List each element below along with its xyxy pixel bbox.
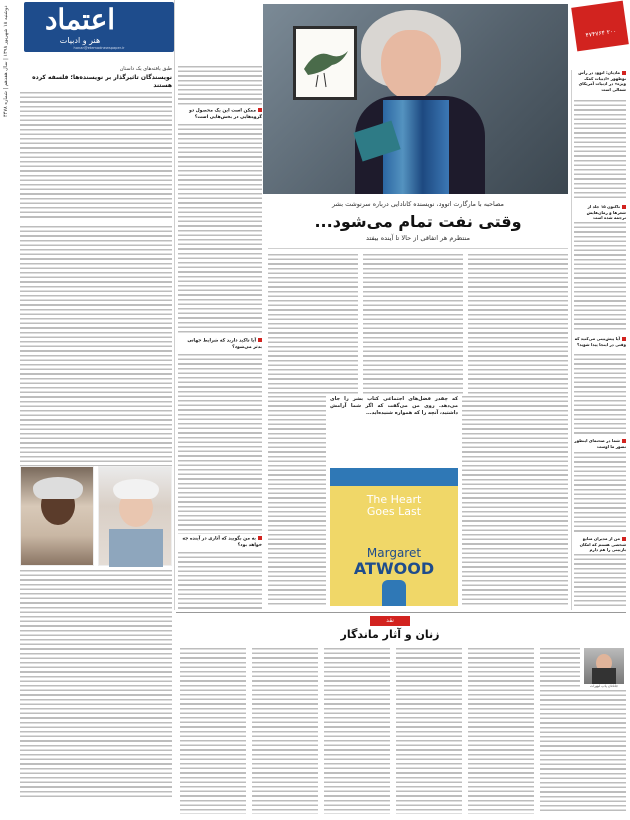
- center-text-5: [462, 396, 568, 606]
- bottom-label-text: نقد: [386, 617, 394, 624]
- left-column: [20, 66, 172, 806]
- masthead-email: honar@etemadnewspaper.ir: [73, 46, 125, 50]
- hero-photo: [263, 4, 568, 194]
- center-quote: که چقدر فضل‌های اجتماعی کتاب بشر را جای می‌دهد. روی من می‌گفت که اگر شما آرامش داشتید، آنچه را که همواره شنیده‌اید...: [330, 396, 458, 416]
- bottom-text-6: [540, 690, 626, 814]
- right-column: [574, 70, 626, 610]
- book-title-line-2: Goes Last: [366, 505, 422, 518]
- book-author: [330, 546, 458, 578]
- bottom-text-5: [468, 648, 534, 814]
- mid-text-4: [178, 552, 262, 610]
- bottom-title: زنان و آثار ماندگار: [340, 628, 440, 641]
- right-text-5: [574, 554, 626, 608]
- framed-picture: [293, 26, 357, 100]
- mid-question-3: به من بگویید که آثاری در آینده چه خواهد بود؟: [182, 536, 262, 548]
- divider: [268, 248, 568, 249]
- book-author-last: ATWOOD: [353, 559, 435, 578]
- masthead-dateline: دوشنبه ۱۸ شهریور ۱۳۹۸ | سال هفدهم | شماره ۴۴۷۸: [3, 6, 9, 118]
- book-title-line-1: The Heart: [366, 493, 422, 506]
- mid-text-2: [178, 124, 262, 334]
- bottom-label: [370, 616, 410, 626]
- divider: [174, 0, 175, 610]
- bottom-text-7: [540, 648, 580, 688]
- book-title: [330, 494, 458, 518]
- mid-text-3: [178, 354, 262, 534]
- critic-caption: جاناتان پاپ لیهرات: [589, 684, 619, 688]
- right-question-1: مادیان: اتوود در رأس نوظهور «ادبیات کمک ویژه» در ادبیات آمریکای شمالی است: [578, 70, 626, 92]
- right-question-3: آیا پیش‌بینی می‌کنید که وقتی در اینجا پیدا شوید؟: [574, 336, 626, 347]
- red-stamp: [571, 1, 629, 52]
- center-text-4: [268, 396, 326, 606]
- masthead-section: هنر و ادبیات: [59, 36, 101, 45]
- right-top-text: [574, 54, 624, 64]
- left-text-3: [20, 570, 172, 800]
- hero-subtitle: منتظرم هر اتفاقی از حالا تا آینده بیفتد: [366, 234, 470, 242]
- bottom-text-2: [252, 648, 318, 814]
- book-author-first: Margaret: [366, 546, 422, 560]
- book-blue-band: [330, 468, 458, 486]
- center-text-1: [268, 254, 358, 394]
- bottom-text-1: [180, 648, 246, 814]
- right-text-1: [574, 100, 626, 200]
- left-headline: نویسندگان تاثیرگذار بر نویسنده‌ها؛ فلسفه کرده هستند: [32, 74, 172, 89]
- divider: [571, 70, 572, 610]
- book-figure: [382, 580, 406, 606]
- mid-question-1: ممکن است این یک محصول دو گروه‌هایی در بخش‌هایی است؟: [189, 108, 262, 120]
- left-text-1: [20, 92, 172, 220]
- middle-column: [178, 66, 262, 611]
- center-text-3: [468, 254, 568, 394]
- right-question-2: تاکنون ۱۵ جلد از شعرها و رمان‌هایش ترجمه شده است: [586, 204, 626, 221]
- left-kicker: طبق یافته‌های یک داستان: [119, 66, 172, 72]
- center-text-2: [363, 254, 463, 394]
- portrait-author-2: [98, 466, 172, 566]
- hero-title: وقتی نفت تمام می‌شود...: [314, 212, 522, 231]
- author-face: [381, 30, 441, 100]
- book-cover: [330, 468, 458, 606]
- left-text-2: [20, 226, 172, 466]
- mid-question-2: آیا تاکید دارید که شرایط جهانی بدتر می‌شود؟: [187, 338, 262, 350]
- right-text-2: [574, 222, 626, 332]
- right-text-3: [574, 354, 626, 434]
- bottom-text-4: [396, 648, 462, 814]
- bottom-text-3: [324, 648, 390, 814]
- right-question-5: من از مدیران منابع شخصی هستم که امکان بازبینی را هم دارم: [579, 536, 626, 553]
- mid-text-1: [178, 66, 262, 106]
- right-text-4: [574, 452, 626, 532]
- hero-kicker: مصاحبه با مارگارت اتوود، نویسنده کانادایی درباره سرنوشت بشر: [332, 200, 504, 208]
- critic-photo: [584, 648, 624, 684]
- masthead-logo: اعتماد: [44, 3, 116, 36]
- stamp-code: ۴۷۴۷۶۴ ۲۰۰: [585, 27, 617, 40]
- divider: [176, 612, 626, 613]
- right-question-4: شما در صحنه‌ای اینطور تصور ما اوست: [574, 438, 626, 449]
- portrait-author-1: [20, 466, 94, 566]
